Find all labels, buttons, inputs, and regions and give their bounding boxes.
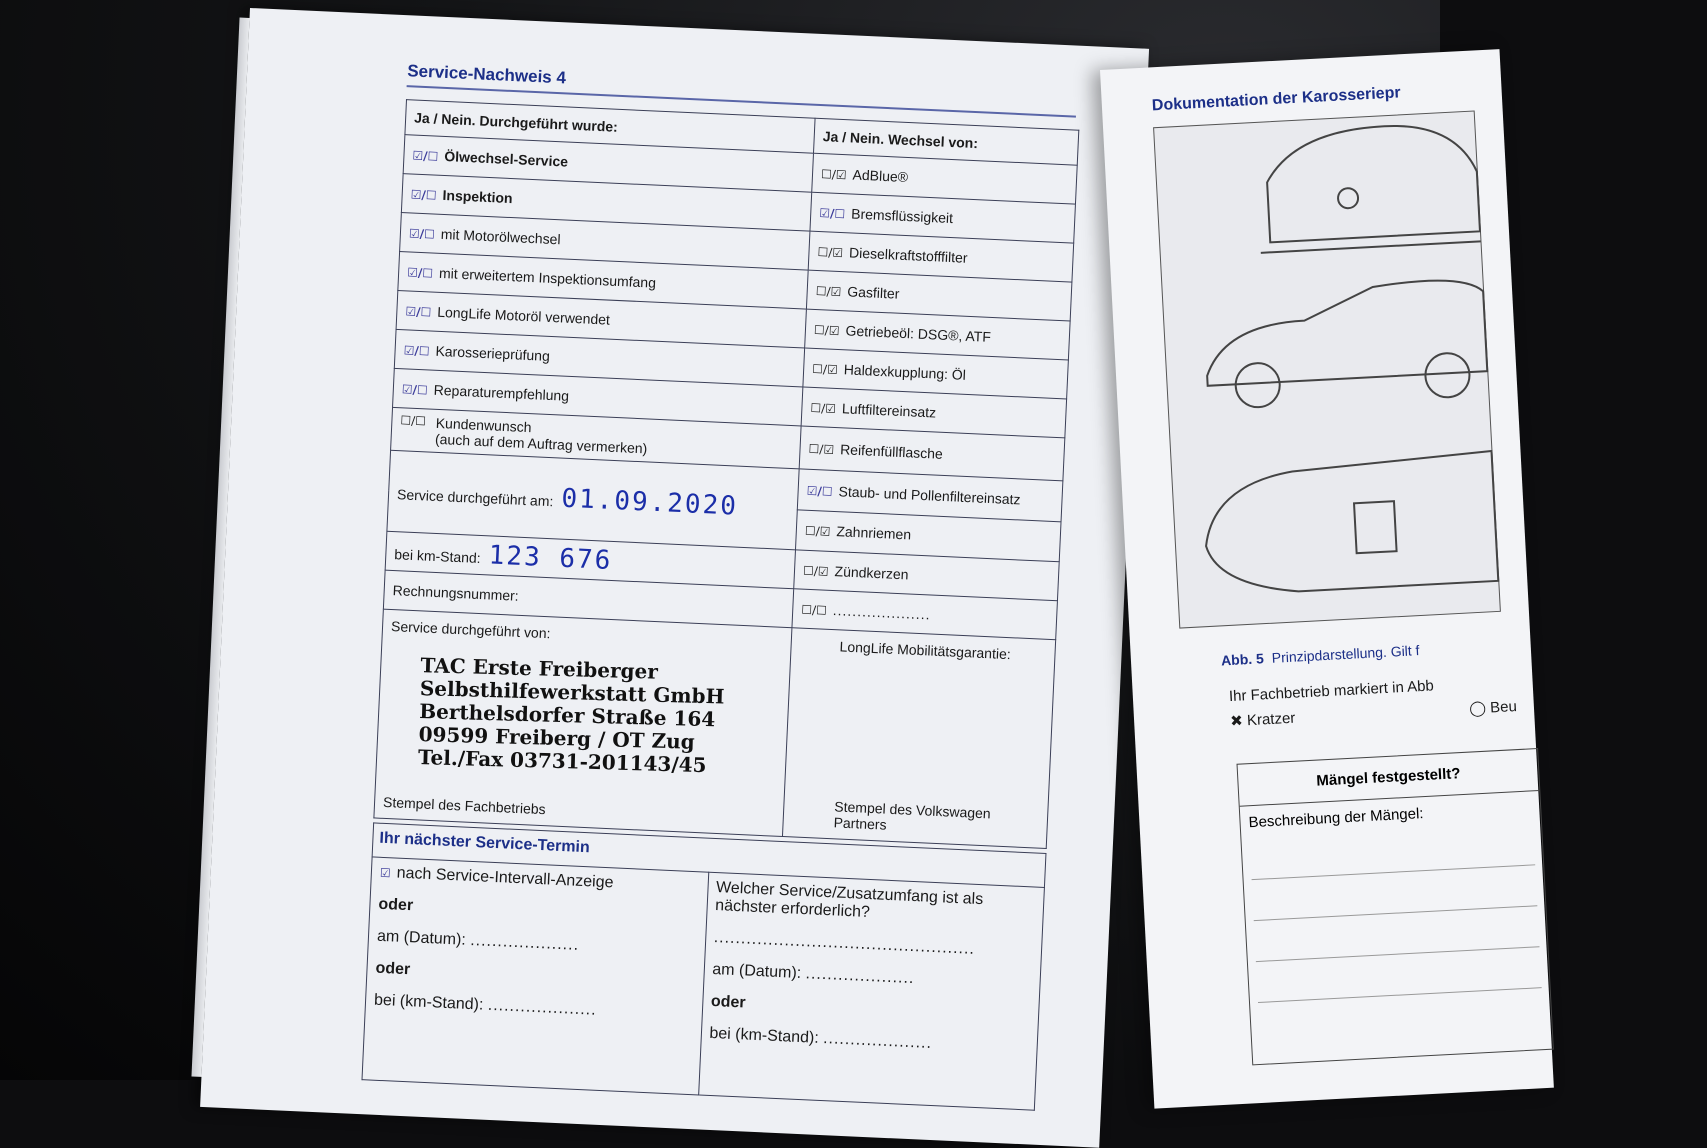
next-service-question: Welcher Service/Zusatzumfang ist als nächster erforderlich?	[714, 879, 984, 922]
next-service-answer-line[interactable]: ................................................	[713, 929, 976, 958]
checkbox-icon[interactable]: ☐/☑	[820, 167, 847, 183]
checkbox-icon[interactable]: ☐/☑	[802, 563, 829, 579]
checkbox-icon[interactable]: ☐/☐	[800, 602, 828, 618]
checkbox-icon[interactable]: ☐/☑	[804, 523, 831, 540]
next-service-right: Welcher Service/Zusatzumfang ist als nächster erforderlich? ................................................ am (Datum): .................... oder bei (km-Stand): ....................	[698, 872, 1044, 1110]
service-date-value[interactable]: 01.09.2020	[560, 483, 739, 522]
checkbox-icon[interactable]: ☐/☑	[815, 283, 842, 300]
km-value[interactable]: 123 676	[488, 540, 613, 576]
right-item[interactable]: ☐/☑ Getriebeöl: DSG®, ATF	[805, 309, 1070, 360]
right-item[interactable]: ☐/☑ Zahnriemen	[795, 509, 1061, 561]
service-table	[373, 99, 1079, 849]
dealer-stamp: TAC Erste Freiberger Selbsthilfewerkstatt GmbH Berthelsdorfer Straße 164 09599 Freiberg / OT Zug Tel./Fax 03731-201143/45	[417, 653, 725, 778]
next-service-title: Ihr nächster Service-Termin	[372, 822, 1047, 887]
left-item[interactable]: ☑/☐ mit Motorölwechsel	[400, 213, 810, 271]
checkbox-icon[interactable]: ☐/☐	[400, 413, 427, 429]
booklet-left-page	[200, 8, 1149, 1148]
checkbox-icon[interactable]: ☑/☐	[410, 187, 437, 203]
next-date-field[interactable]: am (Datum): ....................	[711, 960, 915, 988]
right-item[interactable]: ☐/☑ Dieselkraftstofffilter	[808, 231, 1073, 282]
dealer-stamp-label: Stempel des Fachbetriebs	[382, 793, 546, 818]
left-item-kundenwunsch[interactable]: ☐/☐ Kundenwunsch (auch auf dem Auftrag vermerken)	[391, 407, 802, 469]
right-item[interactable]: ☐/☑ Haldexkupplung: Öl	[803, 348, 1068, 399]
left-item[interactable]: ☑/☐ Karosserieprüfung	[394, 329, 804, 387]
defects-title: Mängel festgestellt?	[1238, 749, 1540, 807]
booklet-right-page	[1100, 49, 1554, 1109]
checkbox-icon[interactable]: ☑/☐	[405, 304, 432, 320]
invoice-label: Rechnungsnummer:	[392, 582, 520, 604]
checkbox-icon[interactable]: ☑/☐	[412, 148, 439, 164]
right-item[interactable]: ☑/☐ Bremsflüssigkeit	[810, 192, 1075, 243]
next-date-field[interactable]: am (Datum): ....................	[376, 927, 580, 954]
next-service-table	[361, 856, 1044, 1110]
service-date-label: Service durchgeführt am:	[396, 486, 554, 510]
checkbox-icon[interactable]: ☐/☑	[813, 322, 840, 339]
next-service-left: ☑ nach Service-Intervall-Anzeige oder am (Datum): .................... oder bei (km-Stand): ....................	[362, 857, 708, 1095]
checkbox-icon[interactable]: ☐/☑	[808, 441, 835, 457]
next-km-field[interactable]: bei (km-Stand): ....................	[373, 991, 598, 1019]
figure-caption: Abb. 5 Prinzipdarstellung. Gilt f	[1220, 642, 1420, 669]
km-label: bei km-Stand:	[394, 546, 482, 567]
defects-description-label: Beschreibung der Mängel:	[1248, 805, 1424, 832]
legend-scratch: ✖ Kratzer	[1229, 709, 1296, 731]
performed-by-label: Service durchgeführt von:	[390, 618, 551, 642]
left-item[interactable]: ☑/☐ mit erweitertem Inspektionsumfang	[398, 252, 808, 310]
checkbox-icon[interactable]: ☑/☐	[403, 343, 430, 359]
right-item[interactable]: ☐/☑ AdBlue®	[812, 153, 1077, 204]
vw-stamp-label: Stempel des Volkswagen Partners	[833, 798, 992, 833]
page-title: Service-Nachweis 4	[406, 61, 567, 88]
right-item[interactable]: ☑/☐ Staub- und Pollenfiltereinsatz	[797, 469, 1063, 521]
left-item[interactable]: ☑/☐ Inspektion	[401, 174, 811, 232]
longlife-label: LongLife Mobilitätsgarantie:	[839, 638, 1012, 663]
defects-box	[1236, 748, 1553, 1065]
vw-stamp-cell	[782, 628, 1055, 849]
right-item-blank[interactable]: ☐/☐ ....................	[792, 589, 1057, 640]
left-item[interactable]: ☑/☐ Ölwechsel-Service	[403, 135, 813, 193]
left-item[interactable]: ☑/☐ Reparaturempfehlung	[393, 368, 803, 426]
checkbox-icon[interactable]: ☐/☑	[817, 245, 844, 261]
checkbox-icon[interactable]: ☐/☑	[811, 361, 839, 378]
right-item[interactable]: ☐/☑ Reifenfüllflasche	[799, 426, 1065, 481]
right-item[interactable]: ☐/☑ Luftfiltereinsatz	[801, 387, 1066, 438]
checkbox-icon[interactable]: ☑/☐	[818, 206, 846, 222]
checkbox-icon[interactable]: ☐/☑	[810, 400, 837, 416]
checkbox-icon[interactable]: ☑/☐	[408, 226, 436, 242]
checkbox-icon[interactable]: ☑/☐	[406, 265, 434, 281]
right-item[interactable]: ☐/☑ Zündkerzen	[794, 550, 1059, 601]
right-item[interactable]: ☐/☑ Gasfilter	[806, 270, 1071, 321]
car-outline-icon	[1154, 111, 1500, 627]
next-km-field[interactable]: bei (km-Stand): ....................	[709, 1024, 933, 1052]
checkbox-icon[interactable]: ☑/☐	[401, 382, 429, 398]
right-page-title: Dokumentation der Karosseriepr	[1151, 84, 1402, 115]
car-diagram	[1153, 110, 1501, 628]
left-item[interactable]: ☑/☐ LongLife Motoröl verwendet	[396, 290, 806, 348]
checkbox-icon[interactable]: ☑	[379, 865, 391, 881]
marking-note: Ihr Fachbetrieb markiert in Abb	[1228, 677, 1435, 706]
checkbox-icon[interactable]: ☑/☐	[806, 483, 833, 499]
legend-dent: ◯ Beu	[1468, 698, 1518, 718]
left-header: Ja / Nein. Durchgeführt wurde:	[405, 100, 815, 154]
dealer-stamp-cell	[374, 609, 792, 836]
right-header: Ja / Nein. Wechsel von:	[814, 118, 1079, 165]
